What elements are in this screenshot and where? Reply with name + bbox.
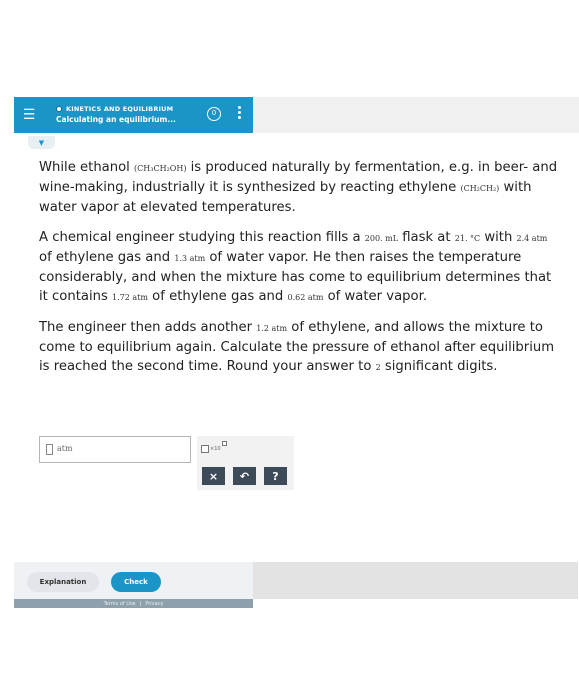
scientific-notation-button[interactable] <box>201 445 227 453</box>
topic-heading <box>56 105 173 113</box>
ethylene-formula: (CH₂CH₂) <box>460 184 500 193</box>
added-ethylene-pressure: 1.2 atm <box>256 324 288 333</box>
question-text <box>39 158 559 388</box>
text-segment: flask at <box>398 230 455 245</box>
initial-water-pressure: 1.3 atm <box>174 254 206 263</box>
initial-temperature: 21. °C <box>454 234 481 243</box>
text-segment: with water vapor at elevated temperatures. <box>39 180 532 215</box>
explanation-button[interactable]: Explanation <box>27 572 99 592</box>
assignment-title: Calculating an equilibrium... <box>56 115 176 124</box>
top-bar-background <box>253 97 579 133</box>
top-bar <box>14 97 253 133</box>
hamburger-menu-icon[interactable]: ☰ <box>22 107 36 123</box>
equilibrium-water-pressure: 0.62 atm <box>287 293 324 302</box>
text-segment: significant digits. <box>380 359 498 374</box>
ethanol-formula: (CH₃CH₂OH) <box>134 164 187 173</box>
check-button[interactable]: Check <box>111 572 161 592</box>
text-segment: While ethanol <box>39 160 135 175</box>
question-paragraph-3 <box>39 318 559 377</box>
help-button[interactable]: ? <box>264 467 287 485</box>
exponent-box-icon <box>222 441 227 446</box>
text-segment: of ethylene, and allows the mixture to come to equilibrium again. Calculate the pressure of ethanol after equilibrium is reached the second time. Round your answer to <box>39 320 555 374</box>
mantissa-box-icon <box>201 445 209 453</box>
progress-indicator[interactable]: 0 <box>207 107 221 121</box>
footer-links <box>14 599 253 608</box>
undo-button[interactable]: ↶ <box>233 467 256 485</box>
question-paragraph-1 <box>39 158 559 217</box>
text-segment: of ethylene gas and <box>147 289 288 304</box>
times-ten-label: ×10 <box>210 446 221 452</box>
question-paragraph-2 <box>39 228 559 307</box>
significant-digits: 2 <box>375 363 381 372</box>
answer-input[interactable] <box>39 436 191 463</box>
text-segment: of water vapor. He then raises the temperature considerably, and when the mixture has come to equilibrium determines that it contains <box>39 250 552 304</box>
topic-status-icon <box>56 106 62 112</box>
footer-separator: | <box>139 600 142 607</box>
equilibrium-ethylene-pressure: 1.72 atm <box>112 293 148 302</box>
flask-volume: 200. mL <box>364 234 399 243</box>
math-tool-panel <box>197 436 294 490</box>
text-segment: of water vapor. <box>323 289 428 304</box>
text-segment: A chemical engineer studying this reaction fills a <box>39 230 365 245</box>
initial-ethylene-pressure: 2.4 atm <box>516 234 548 243</box>
terms-of-use-link[interactable]: Terms of Use <box>103 600 136 607</box>
text-segment: of ethylene gas and <box>39 250 175 265</box>
text-segment: is produced naturally by fermentation, e.g. in beer- and wine-making, industrially it is synthesized by reacting ethylene <box>39 160 558 195</box>
text-segment: with <box>480 230 517 245</box>
privacy-link[interactable]: Privacy <box>145 600 164 607</box>
clear-button[interactable]: × <box>202 467 225 485</box>
collapse-chevron-icon[interactable]: ▼ <box>28 136 55 149</box>
more-options-icon[interactable] <box>236 106 242 119</box>
topic-label: KINETICS AND EQUILIBRIUM <box>66 105 174 113</box>
answer-unit: atm <box>57 444 73 453</box>
input-placeholder-box[interactable] <box>46 444 53 455</box>
text-segment: The engineer then adds another <box>39 320 257 335</box>
